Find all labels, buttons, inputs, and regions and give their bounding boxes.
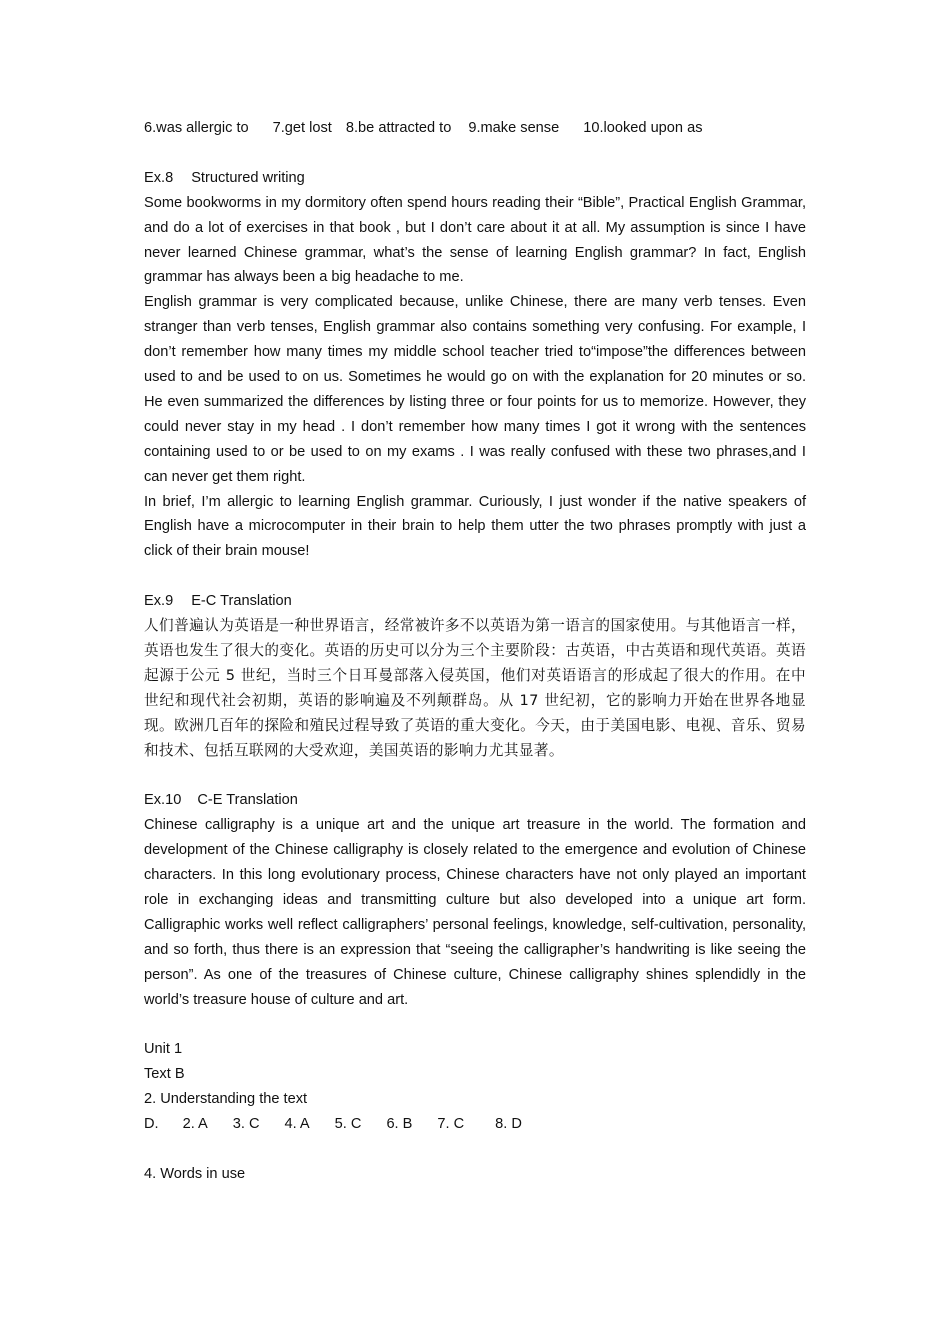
understanding-answers (144, 1112, 806, 1137)
answer-3: 3. C (232, 1116, 260, 1133)
answer-item-10: 10.looked upon as (583, 120, 703, 136)
answer-line-6-10 (144, 116, 806, 141)
ex8-title: Structured writing (191, 169, 305, 186)
answer-7: 7. C (437, 1116, 465, 1133)
understanding-heading: 2. Understanding the text (144, 1091, 308, 1108)
answer-2: 2. A (182, 1116, 208, 1133)
spacer (144, 141, 806, 166)
page-content (144, 116, 806, 1187)
ex9-heading (144, 589, 806, 614)
answer-8: 8. D (495, 1116, 522, 1133)
answer-1: D. (144, 1116, 159, 1133)
unit-label: Unit 1 (144, 1041, 183, 1058)
ex8-number: Ex.8 (144, 169, 174, 186)
spacer (144, 1137, 806, 1162)
text-label: Text B (144, 1066, 185, 1083)
answer-item-9: 9.make sense (468, 120, 560, 136)
ex10-paragraph: Chinese calligraphy is a unique art and the unique art treasure in the world. The formation and development of the Chinese calligraphy is closely related to the emergence and evolution of Chinese characters. In this long evolutionary process, Chinese characters have not only played an important role in exchanging ideas and transmitting culture but also developed into a unique art form. Calligraphic works well reflect calligraphers’ personal feelings, knowledge, self-cultivation, personality, and so forth, thus there is an expression that “seeing the calligrapher’s handwriting is like seeing the person”. As one of the treasures of Chinese culture, Chinese calligraphy shines splendidly in the world’s treasure house of culture and art. (144, 817, 806, 1008)
ex10-number: Ex.10 (144, 792, 182, 809)
answer-6: 6. B (386, 1116, 413, 1133)
answer-item-8: 8.be attracted to (345, 120, 452, 136)
answer-item-6: 6.was allergic to (144, 120, 249, 136)
ex10-title: C-E Translation (197, 792, 298, 809)
ex9-number: Ex.9 (144, 593, 174, 610)
spacer (144, 764, 806, 789)
ex9-title: E-C Translation (191, 593, 292, 610)
spacer (144, 1013, 806, 1038)
ex8-paragraph-2: English grammar is very complicated because, unlike Chinese, there are many verb tenses. Even stranger than verb tenses, English grammar also contains something very confusing. For example, I don’t remember how many times my middle school teacher tried to“impose”the differences between used to and be used to on us. Sometimes he would go on with the explanation for 20 minutes or so. He even summarized the differences by listing three or four points for us to memorize. However, they could never stay in my head . I don’t remember how many times I got it wrong with the sentences containing used to or be used to on my exams . I was really confused with these two phrases,and I can never get them right. (144, 294, 806, 485)
ex8-heading (144, 166, 806, 191)
answer-item-7: 7.get lost (272, 120, 332, 136)
answer-5: 5. C (334, 1116, 362, 1133)
ex9-chinese-paragraph: 人们普遍认为英语是一种世界语言，经常被许多不以英语为第一语言的国家使用。与其他语言一样，英语也发生了很大的变化。英语的历史可以分为三个主要阶段：古英语，中古英语和现代英语。英语起源于公元 5 世纪，当时三个日耳曼部落入侵英国，他们对英语语言的形成起了很大的作用。在中世纪和现代社会初期，英语的影响遍及不列颠群岛。从 17 世纪初，它的影响力开始在世界各地显现。欧洲几百年的探险和殖民过程导致了英语的重大变化。今天，由于美国电影、电视、音乐、贸易和技术、包括互联网的大受欢迎，美国英语的影响力尤其显著。 (144, 617, 806, 759)
spacer (144, 564, 806, 589)
ex10-heading (144, 788, 806, 813)
answer-4: 4. A (284, 1116, 310, 1133)
ex8-paragraph-1: Some bookworms in my dormitory often spend hours reading their “Bible”, Practical English Grammar, and do a lot of exercises in that book , but I don’t care about it at all. My assumption is since I have never learned Chinese grammar, what’s the sense of learning English grammar? In fact, English grammar has always been a big headache to me. (144, 194, 806, 286)
words-in-use-heading: 4. Words in use (144, 1165, 246, 1182)
ex8-paragraph-3: In brief, I’m allergic to learning English grammar. Curiously, I just wonder if the native speakers of English have a microcomputer in their brain to help them utter the two phrases promptly with just a click of their brain mouse! (144, 493, 806, 560)
